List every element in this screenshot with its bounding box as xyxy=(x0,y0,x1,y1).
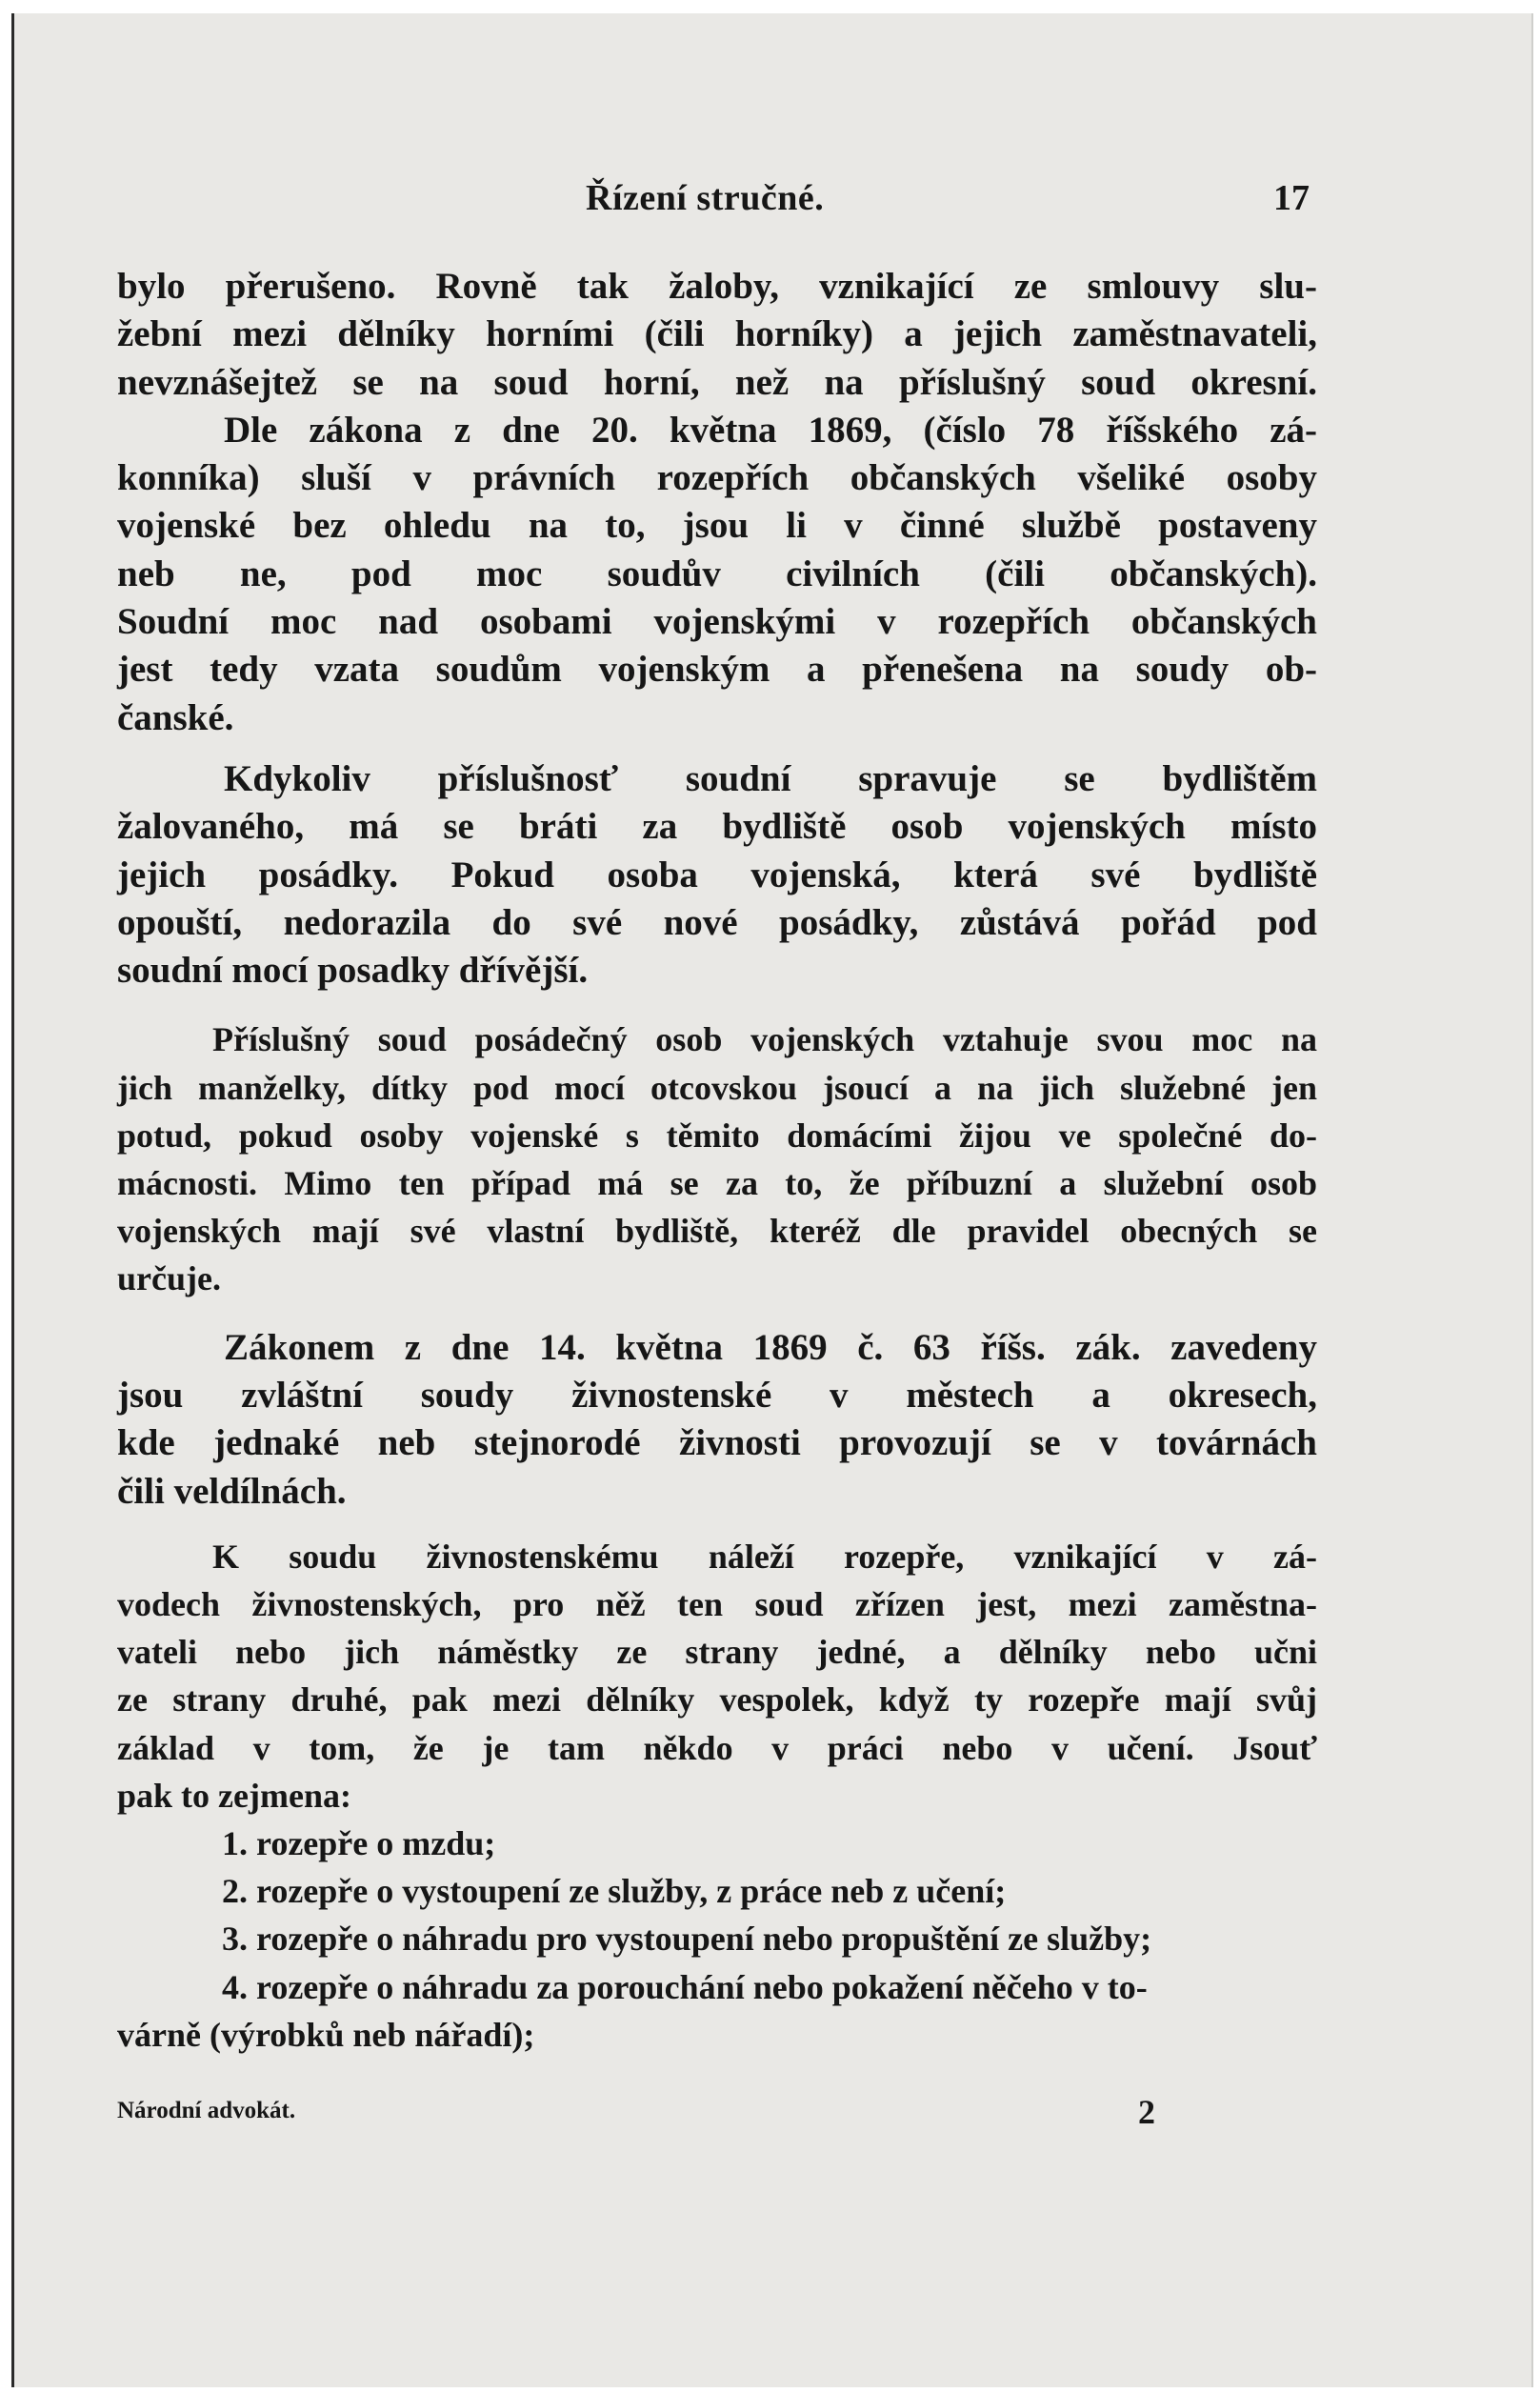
text-line: K soudu živnostenskému náleží rozepře, vznikající v zá- xyxy=(212,1537,1317,1576)
text-line: kde jednaké neb stejnorodé živnosti provozují se v továrnách xyxy=(117,1422,1317,1464)
text-line: Dle zákona z dne 20. května 1869, (číslo 78 říšského zá- xyxy=(224,409,1317,451)
text-line: základ v tom, že je tam někdo v práci nebo v učení. Jsouť xyxy=(117,1728,1317,1767)
paragraph-6 xyxy=(117,1533,1317,1820)
list-item: 3. rozepře o náhradu pro vystoupení nebo propuštění ze služby; xyxy=(222,1920,1152,1959)
list-item: 4. rozepře o náhradu za porouchání nebo pokažení něčeho v to- xyxy=(222,1967,1148,2006)
paragraph-1 xyxy=(117,263,1317,407)
text-line: potud, pokud osoby vojenské s těmito domácími žijou ve společné do- xyxy=(117,1116,1317,1155)
text-line: čanské. xyxy=(117,696,234,738)
text-line: nevznášejtež se na soud horní, než na příslušný soud okresní. xyxy=(117,361,1317,403)
text-line: pak to zejmena: xyxy=(117,1776,351,1815)
list-item: 2. rozepře o vystoupení ze služby, z práce neb z učení; xyxy=(222,1872,1007,1911)
text-line: jest tedy vzata soudům vojenským a přenešena na soudy ob- xyxy=(117,649,1317,691)
signature-mark: Národní advokát. xyxy=(117,2098,296,2123)
text-line: vateli nebo jich náměstky ze strany jedné, a dělníky nebo učni xyxy=(117,1633,1317,1672)
body-text xyxy=(117,263,1317,2059)
sheet-number: 2 xyxy=(1138,2093,1155,2131)
text-line: žalovaného, má se bráti za bydliště osob vojenských místo xyxy=(117,806,1317,848)
text-line: Kdykoliv příslušnosť soudní spravuje se bydlištěm xyxy=(224,757,1317,799)
text-line: vodech živnostenských, pro něž ten soud zřízen jest, mezi zaměstna- xyxy=(117,1585,1317,1624)
text-line: vojenské bez ohledu na to, jsou li v činné službě postaveny xyxy=(117,505,1317,547)
text-line: žební mezi dělníky horními (čili horníky) a jejich zaměstnavateli, xyxy=(117,313,1317,355)
text-line: určuje. xyxy=(117,1259,221,1298)
text-line: Příslušný soud posádečný osob vojenských vztahuje svou moc na xyxy=(212,1020,1317,1059)
running-head: Řízení stručné. xyxy=(586,178,825,218)
text-line: jich manželky, dítky pod mocí otcovskou jsoucí a na jich služebné jen xyxy=(117,1068,1317,1107)
page-header xyxy=(14,177,1531,234)
text-line: soudní mocí posadky dřívější. xyxy=(117,950,589,992)
text-line: opouští, nedorazila do své nové posádky, zůstává pořád pod xyxy=(117,901,1317,943)
text-line: čili veldílnách. xyxy=(117,1470,347,1512)
text-line: vojenských mají své vlastní bydliště, kteréž dle pravidel obecných se xyxy=(117,1212,1317,1251)
paragraph-4 xyxy=(117,1016,1317,1302)
text-line: Zákonem z dne 14. května 1869 č. 63 říšs. zák. zavedeny xyxy=(224,1326,1317,1368)
paragraph-3 xyxy=(117,755,1317,995)
book-page xyxy=(11,13,1533,2387)
paragraph-5 xyxy=(117,1324,1317,1516)
page-number: 17 xyxy=(1273,178,1310,218)
list-item-continuation: várně (výrobků neb nářadí); xyxy=(117,2015,535,2054)
text-line: jsou zvláštní soudy živnostenské v městech a okresech, xyxy=(117,1374,1317,1416)
text-line: konníka) sluší v právních rozepřích občanských všeliké osoby xyxy=(117,457,1317,499)
text-line: ze strany druhé, pak mezi dělníky vespolek, když ty rozepře mají svůj xyxy=(117,1680,1317,1719)
numbered-list xyxy=(117,1820,1317,2059)
list-item: 1. rozepře o mzdu; xyxy=(222,1824,496,1863)
text-line: bylo přerušeno. Rovně tak žaloby, vznikající ze smlouvy slu- xyxy=(117,266,1317,307)
paragraph-2 xyxy=(117,407,1317,742)
text-line: mácnosti. Mimo ten případ má se za to, že příbuzní a služební osob xyxy=(117,1164,1317,1203)
text-line: Soudní moc nad osobami vojenskými v rozepřích občanských xyxy=(117,601,1317,643)
text-line: neb ne, pod moc soudův civilních (čili občanských). xyxy=(117,553,1317,594)
text-line: jejich posádky. Pokud osoba vojenská, která své bydliště xyxy=(117,854,1317,895)
